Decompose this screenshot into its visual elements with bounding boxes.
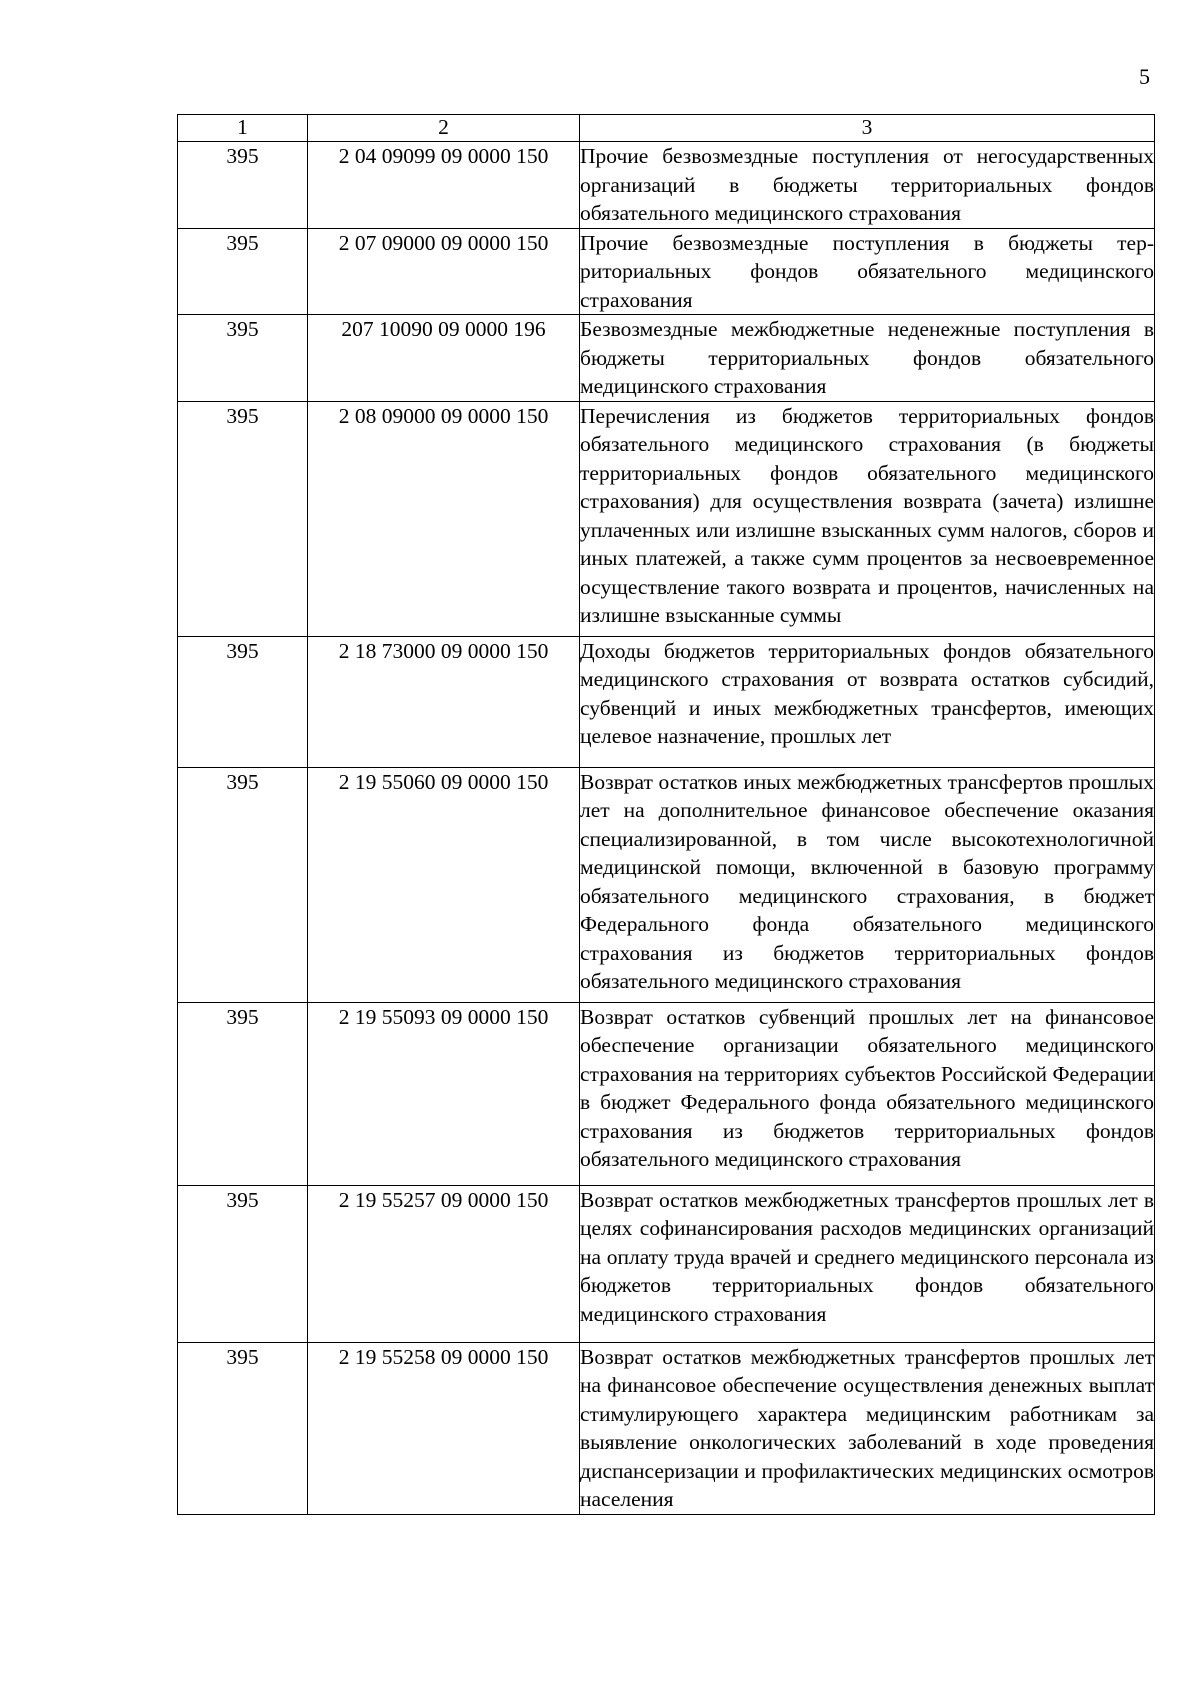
description-cell: Перечисления из бюджетов территориальных фондов обязательного медицинского страхования (в бюджеты территориальных фондов обязательного медицинского страхования) для осуществления возврата (зачета) излишне уплаченных или излишне взысканных сумм налогов, сборов и иных платежей, а также сумм процентов за несвоевременное осуществление такого возврата и процентов, начисленных на излишне взысканные суммы (580, 401, 1155, 636)
admin-code-cell: 395 (178, 636, 308, 767)
table-row (178, 401, 1155, 636)
table-row (178, 1342, 1155, 1514)
admin-code-cell: 395 (178, 1185, 308, 1342)
admin-code-cell: 395 (178, 767, 308, 1002)
table-body (178, 142, 1155, 1515)
column-header-2: 2 (308, 115, 580, 142)
description-cell: Возврат остатков иных межбюджетных трансфертов прошлых лет на дополнительное финансовое обеспечение оказания специализированной, в том числе высокотехнологичной медицинской помощи, включенной в базовую программу обязательного медицинского страхования, в бюджет Федерального фонда обязательного медицинского страхования из бюджетов территориальных фондов обязательного медицинского страхования (580, 767, 1155, 1002)
header-row (178, 115, 1155, 142)
table-header (178, 115, 1155, 142)
admin-code-cell: 395 (178, 142, 308, 229)
budget-code-cell: 2 19 55258 09 0000 150 (308, 1342, 580, 1514)
description-cell: Прочие безвозмездные поступления в бюджеты территориальных фондов обязательного медицинского страхования (580, 228, 1155, 315)
description-cell: Доходы бюджетов территориальных фондов обязательного медицинского страхования от возврата остатков субсидий, субвенций и иных межбюджетных трансфертов, имеющих целевое назначение, прошлых лет (580, 636, 1155, 767)
budget-codes-table (177, 114, 1155, 1515)
description-cell: Безвозмездные межбюджетные неденежные поступления в бюджеты территориальных фондов обязательного медицинского страхования (580, 315, 1155, 402)
admin-code-cell: 395 (178, 315, 308, 402)
budget-code-cell: 207 10090 09 0000 196 (308, 315, 580, 402)
table-row (178, 228, 1155, 315)
column-header-1: 1 (178, 115, 308, 142)
budget-code-cell: 2 19 55257 09 0000 150 (308, 1185, 580, 1342)
description-cell: Возврат остатков субвенций прошлых лет на финансовое обеспечение организации обязательного медицинского страхования на территориях субъектов Российской Федерации в бюджет Федерального фонда обязательного медицинского страхования из бюджетов территориальных фондов обязательного медицинского страхования (580, 1002, 1155, 1185)
budget-code-cell: 2 07 09000 09 0000 150 (308, 228, 580, 315)
admin-code-cell: 395 (178, 401, 308, 636)
column-header-3: 3 (580, 115, 1155, 142)
table-row (178, 1185, 1155, 1342)
table-row (178, 767, 1155, 1002)
admin-code-cell: 395 (178, 228, 308, 315)
budget-code-cell: 2 19 55060 09 0000 150 (308, 767, 580, 1002)
description-cell: Возврат остатков межбюджетных трансфертов прошлых лет в целях софинансирования расходов медицинских организаций на оплату труда врачей и среднего медицинского персонала из бюджетов территориальных фондов обязательного медицинского страхования (580, 1185, 1155, 1342)
budget-code-cell: 2 19 55093 09 0000 150 (308, 1002, 580, 1185)
admin-code-cell: 395 (178, 1002, 308, 1185)
description-cell: Прочие безвозмездные поступления от негосударственных организаций в бюджеты территориальных фондов обязательного медицинского страхования (580, 142, 1155, 229)
description-cell: Возврат остатков межбюджетных трансфертов прошлых лет на финансовое обеспечение осуществления денежных выплат стимулирующего характера медицинским работникам за выявление онкологических заболеваний в ходе проведения диспансеризации и профилактических медицинских осмотров населения (580, 1342, 1155, 1514)
page-number: 5 (1139, 64, 1150, 89)
budget-code-cell: 2 08 09000 09 0000 150 (308, 401, 580, 636)
admin-code-cell: 395 (178, 1342, 308, 1514)
budget-code-cell: 2 04 09099 09 0000 150 (308, 142, 580, 229)
table-row (178, 142, 1155, 229)
table-row (178, 636, 1155, 767)
table-row (178, 315, 1155, 402)
budget-code-cell: 2 18 73000 09 0000 150 (308, 636, 580, 767)
table-row (178, 1002, 1155, 1185)
